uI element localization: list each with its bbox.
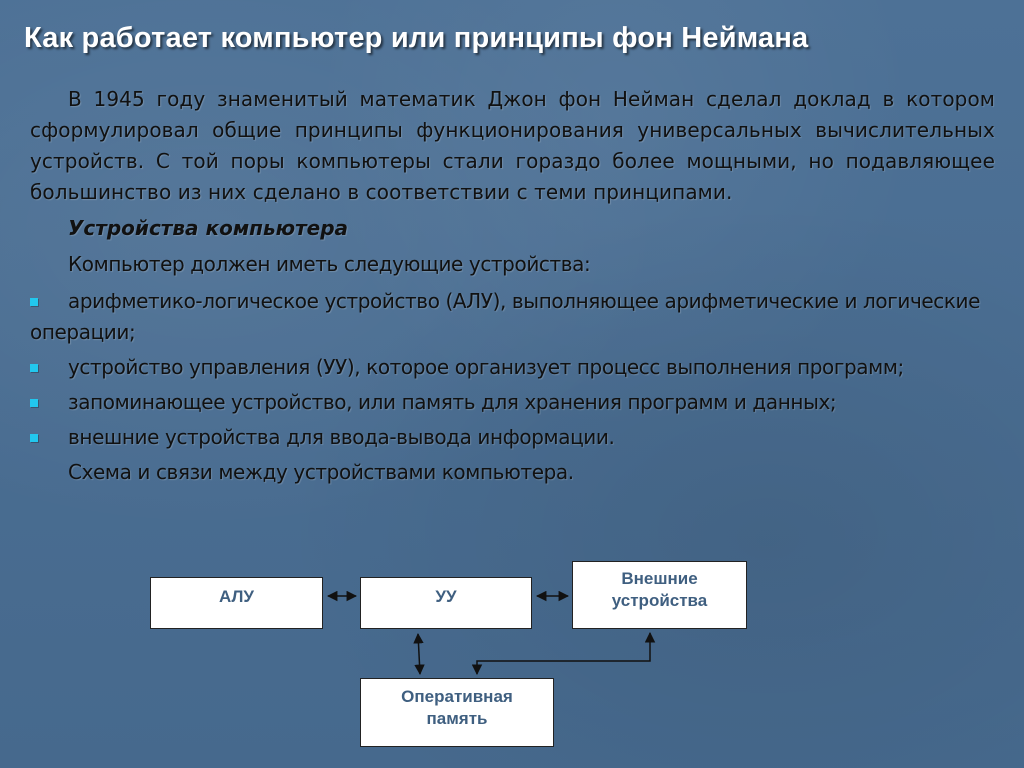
devices-lead-text: Компьютер должен иметь следующие устройства: (68, 252, 591, 276)
control-unit-label: УУ (435, 587, 457, 606)
list-item-text: арифметико-логическое устройство (АЛУ), выполняющее арифметические и логические операции; (30, 289, 981, 344)
ram-box (360, 678, 554, 747)
alu-label: АЛУ (219, 587, 254, 606)
alu-box (150, 577, 323, 629)
slide-content (30, 84, 995, 488)
square-bullet-icon (30, 434, 38, 442)
list-item (30, 286, 995, 348)
ram-external-arrow (477, 633, 650, 674)
slide-title: Как работает компьютер или принципы фон Неймана (24, 22, 809, 54)
list-item-text: устройство управления (УУ), которое организует процесс выполнения программ; (68, 355, 904, 379)
list-item (30, 352, 995, 383)
external-devices-label-line1: Внешние (621, 569, 698, 588)
ram-label-line1: Оперативная (401, 687, 513, 706)
square-bullet-icon (30, 298, 38, 306)
intro-paragraph: В 1945 году знаменитый математик Джон фон Нейман сделал доклад в котором сформулировал общие принципы функционирования универсальных вычислительных устройств. С той поры компьютеры стали гораздо более мощными, но подавляющее большинство из них сделано в соответствии с теми принципами. (30, 87, 995, 204)
control-unit-box (360, 577, 532, 629)
square-bullet-icon (30, 364, 38, 372)
section-subheading: Устройства компьютера (68, 216, 349, 240)
uu-ram-arrow (418, 634, 420, 674)
list-item (30, 422, 995, 453)
devices-list (30, 286, 995, 453)
external-devices-box (572, 561, 747, 629)
list-item (30, 387, 995, 418)
square-bullet-icon (30, 399, 38, 407)
list-item-text: запоминающее устройство, или память для хранения программ и данных; (68, 390, 837, 414)
diagram-caption: Схема и связи между устройствами компьютера. (68, 460, 574, 484)
ram-label-line2: память (426, 709, 488, 728)
external-devices-label-line2: устройства (611, 591, 708, 610)
list-item-text: внешние устройства для ввода-вывода информации. (68, 425, 615, 449)
